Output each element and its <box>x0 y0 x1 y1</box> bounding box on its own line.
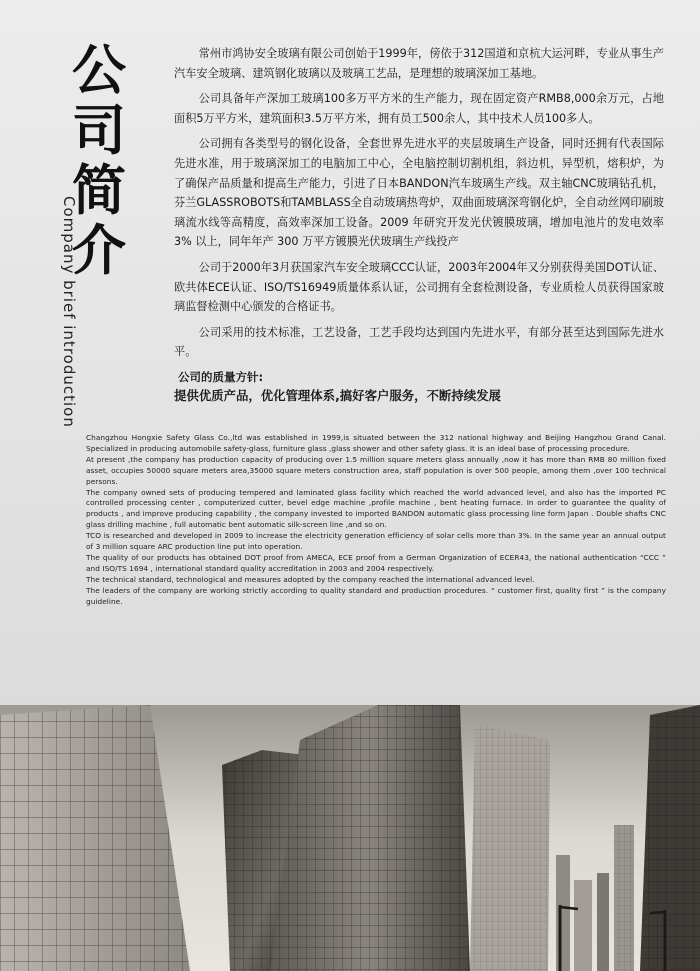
cn-paragraph: 公司于2000年3月获国家汽车安全玻璃CCC认证，2003年2004年又分别获得美国DOT认证、欧共体ECE认证、ISO/TS16949质量体系认证，公司拥有全套检测设备，专业质检人员获得国家玻璃监督检测中心颁发的合格证书。 <box>174 260 664 314</box>
en-paragraph: The leaders of the company are working strictly according to quality standard and production procedures. “ customer first, quality first ” is the company guideline. <box>86 585 666 606</box>
cn-paragraph: 常州市鸿协安全玻璃有限公司创始于1999年，傍依于312国道和京杭大运河畔，专业从事生产汽车安全玻璃、建筑钢化玻璃以及玻璃工艺品，是理想的玻璃深加工基地。 <box>174 47 664 80</box>
title-char: 简 <box>72 158 126 222</box>
en-paragraph: The company owned sets of producing tempered and laminated glass facility which reached the world advanced level, and also has the imported PC controlled processing center , computerized cutter, bevel edge machine ,profile machine , bent heating furnace. In order to guarantee the quality of products , and improve producing capability , the company invested to imported BANDON automatic glass processing line form Japan . Double shafts CNC glass drilling machine , full automatic bent automatic silk-screen line ,and so on. <box>86 487 666 530</box>
en-paragraph: TCO is researched and developed in 2009 to increase the electricity generation efficiency of solar cells more than 3%. In the same year an annual output of 3 million square ARC production line put into operation. <box>86 531 666 552</box>
title-char: 介 <box>72 218 126 282</box>
skyscraper-photo <box>0 705 700 971</box>
quality-policy-title: 公司的质量方针: <box>178 369 264 384</box>
title-chinese <box>72 40 142 280</box>
quality-policy-text: 提供优质产品，优化管理体系,搞好客户服务，不断持续发展 <box>174 387 501 403</box>
en-paragraph: Changzhou Hongxie Safety Glass Co.,ltd was established in 1999,is situated between the 312 national highway and Beijing Hangzhou Grand Canal. Specialized in producing automobile safety-glass, furniture glass ,glass shower and other safety glass. It is an ideal base of processing procedure. <box>86 433 666 453</box>
cn-paragraph: 公司具备年产深加工玻璃100多万平方米的生产能力，现在固定资产RMB8,000余万元，占地面积5万平方米，建筑面积3.5万平方米，拥有员工500余人，其中技术人员100多人。 <box>174 92 664 125</box>
cn-paragraph: 公司采用的技术标准，工艺设备，工艺手段均达到国内先进水平，有部分甚至达到国际先进水平。 <box>174 325 664 359</box>
cn-paragraph: 公司拥有各类型号的钢化设备，全套世界先进水平的夹层玻璃生产设备，同时还拥有代表国际先进水准，用于玻璃深加工的电脑加工中心，全电脑控制切割机组，斜边机，异型机，熔积炉，为了确保产品质量和提高生产能力，引进了日本BANDON汽车玻璃生产线。双主轴CNC玻璃钻孔机，芬兰GLASSROBOTS和TAMBLASS全自动玻璃热弯炉，双曲面玻璃深弯钢化炉，全自动丝网印刷玻璃流水线等高精度，高效率深加工设备。2009 年研究开发光伏镀膜玻璃，增加电池片的发电效率 3% 以上，同年年产 300 万平方镀膜光伏玻璃生产线投产 <box>174 137 664 249</box>
chinese-introduction <box>174 44 664 406</box>
title-char: 公 <box>72 38 126 102</box>
en-paragraph: At present ,the company has production capacity of producing over 1.5 million square meters glass annually ,now it has more than RMB 80 million fixed asset, occupies 50000 square meters area,35000 square meters construction area, staff population is over 500 people, among them ,over 100 technical persons. <box>86 454 666 486</box>
english-introduction <box>86 433 666 608</box>
quality-policy <box>174 368 664 406</box>
en-paragraph: The quality of our products has obtained DOT proof from AMECA, ECE proof from a German Organization of ECER43, the national authentication “CCC ” and ISO/TS 1694 , international standard quality accreditation in 2003 and 2004 respectively. <box>86 552 666 573</box>
title-char: 司 <box>72 98 126 162</box>
skyscraper-illustration <box>0 705 700 971</box>
title-english: Company brief introduction <box>60 196 78 428</box>
en-paragraph: The technical standard, technological and measures adopted by the company reached the international advanced level. <box>86 574 535 584</box>
